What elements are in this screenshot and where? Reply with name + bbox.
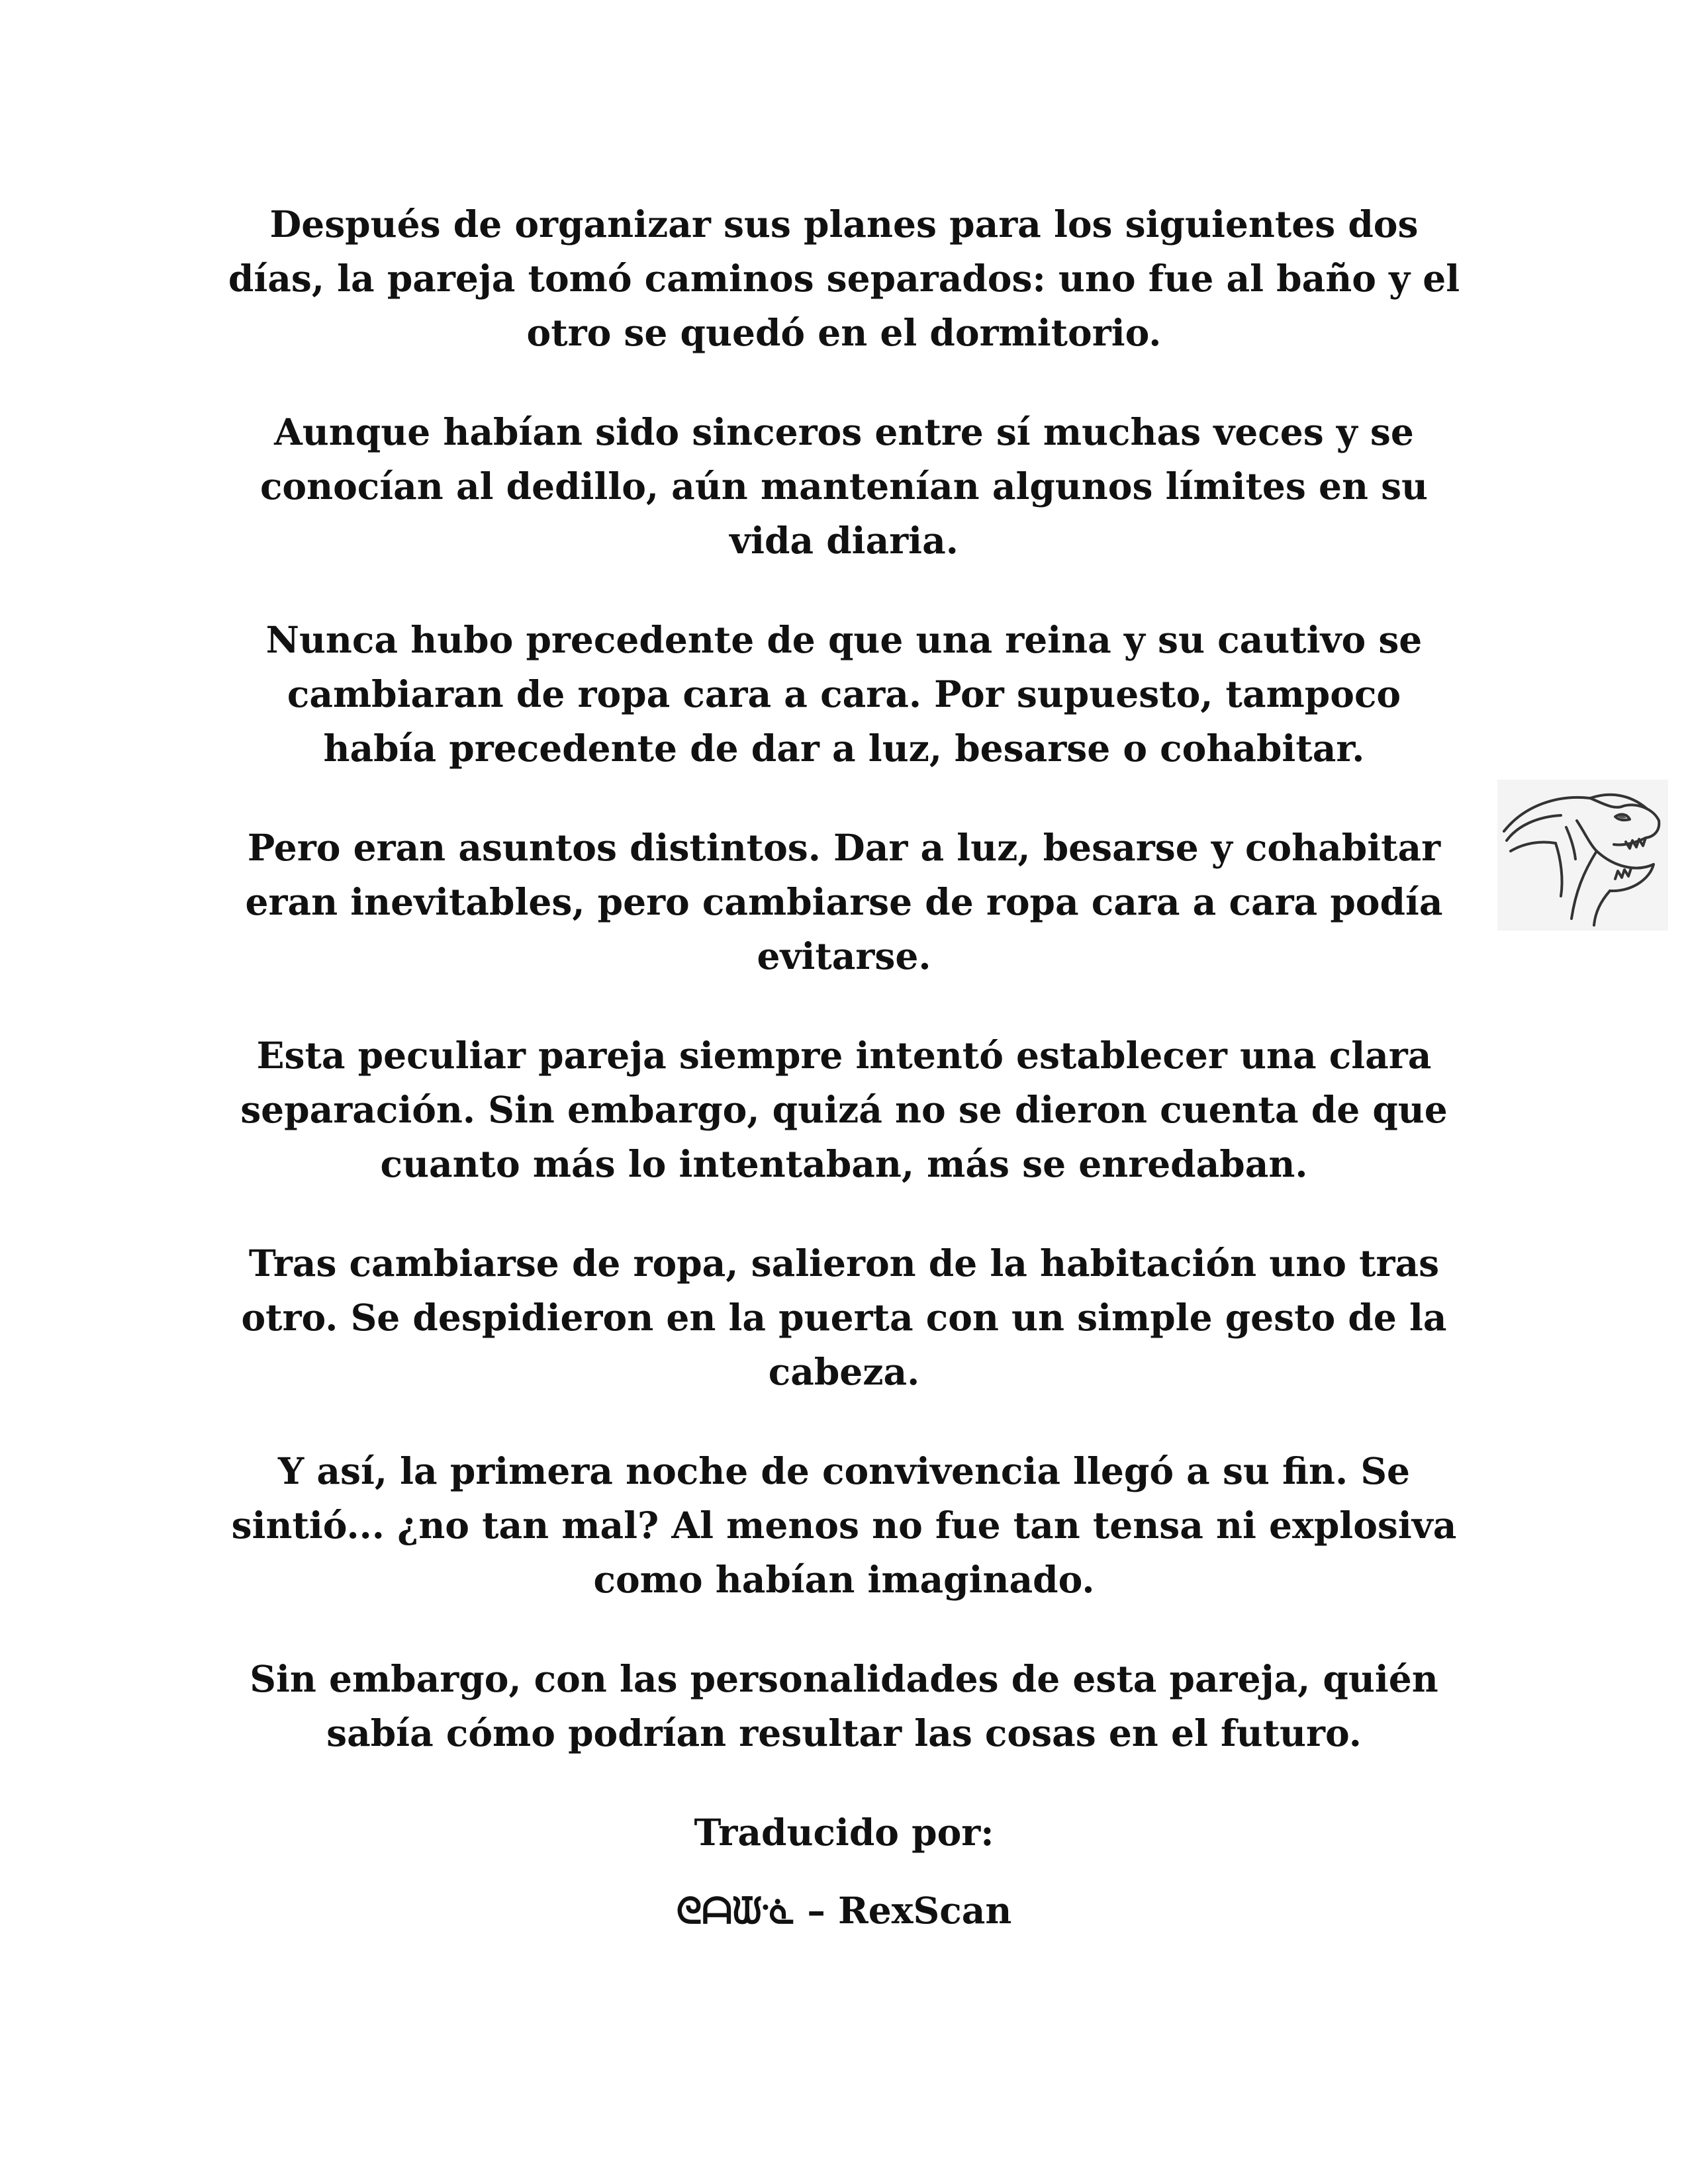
- paragraph-8: Sin embargo, con las personalidades de esta pareja, quién sabía cómo podrían resultar las cosas en el futuro.: [250, 1657, 1438, 1754]
- paragraph-6: Tras cambiarse de ropa, salieron de la habitación uno tras otro. Se despidieron en la puerta con un simple gesto de la cabeza.: [241, 1242, 1447, 1393]
- credits-translator: ᘓᗩᙡᓍ – RexScan: [676, 1889, 1012, 1932]
- paragraph-4: Pero eran asuntos distintos. Dar a luz, besarse y cohabitar eran inevitables, pero cambiarse de ropa cara a cara podía evitarse.: [245, 826, 1443, 978]
- document-body: [225, 197, 1463, 1938]
- paragraph-5: Esta peculiar pareja siempre intentó establecer una clara separación. Sin embargo, quizá no se dieron cuenta de que cuanto más lo intentaban, más se enredaban.: [240, 1034, 1448, 1185]
- paragraph-3: Nunca hubo precedente de que una reina y su cautivo se cambiaran de ropa cara a cara. Por supuesto, tampoco había precedente de dar a luz, besarse o cohabitar.: [265, 618, 1423, 770]
- paragraph-7: Y así, la primera noche de convivencia llegó a su fin. Se sintió... ¿no tan mal? Al menos no fue tan tensa ni explosiva como habían imaginado.: [231, 1449, 1457, 1601]
- dinosaur-head-icon: [1497, 780, 1668, 931]
- paragraph-2: Aunque habían sido sinceros entre sí muchas veces y se conocían al dedillo, aún mantenían algunos límites en su vida diaria.: [259, 410, 1429, 562]
- paragraph-1: Después de organizar sus planes para los siguientes dos días, la pareja tomó caminos separados: uno fue al baño y el otro se quedó en el dormitorio.: [228, 203, 1460, 354]
- credits-label: Traducido por:: [694, 1811, 994, 1854]
